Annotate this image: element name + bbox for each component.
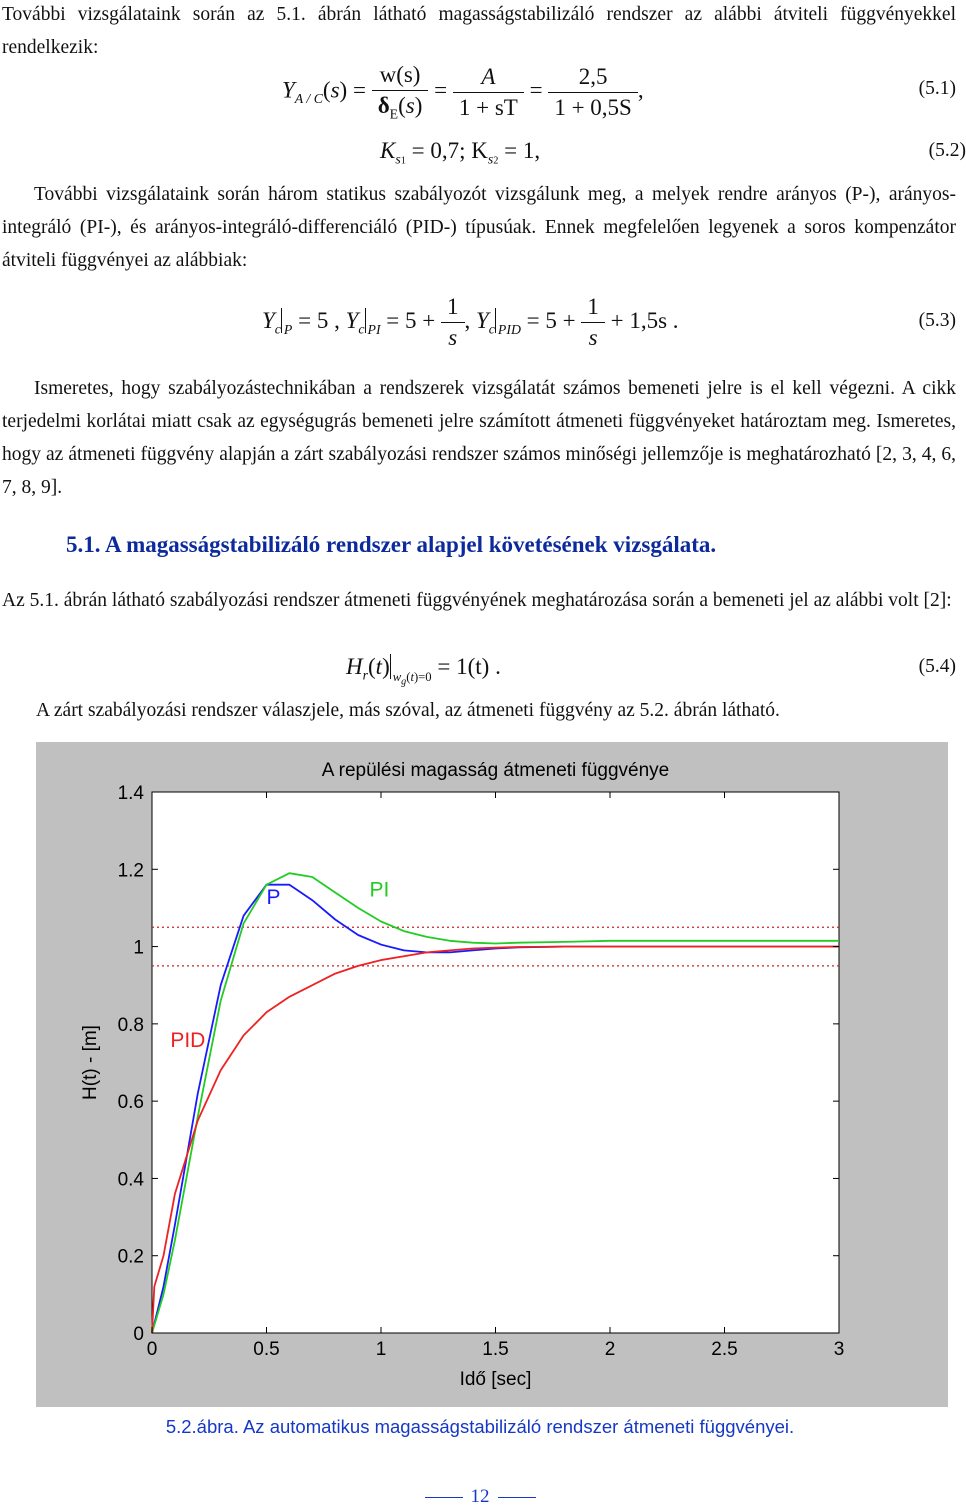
y-tick-label: 1.2 <box>117 860 144 882</box>
paragraph-1: További vizsgálataink során az 5.1. ábrán látható magasságstabilizáló rendszer az alábbi átviteli függvényekkel rendelkezik: <box>2 4 956 58</box>
eq3-pid-tail: + 1,5s . <box>610 307 679 333</box>
y-tick-label: 0.6 <box>117 1092 144 1114</box>
equation-5-3: $Y_c$ $_P$ = 5 , $Y_c$ $_{PI}$ = 5 + $\frac{1}{s}$ , $Y_c$ $_{PID}$ = 5 + $\frac{1}{s}$ + 1,5s . <box>262 294 679 350</box>
eq3-pi: = 5 + <box>386 307 436 333</box>
x-tick-label: 0.5 <box>253 1339 280 1360</box>
eq1-frac2-num: A <box>453 64 524 93</box>
page-number-dash-left <box>425 1497 463 1498</box>
chart-title: A repülési magasság átmeneti függvénye <box>321 760 670 781</box>
x-axis-label: Idő [sec] <box>459 1369 532 1390</box>
annotation-p: P <box>266 886 281 910</box>
y-tick-label: 0.4 <box>117 1169 144 1191</box>
figure-5-2 <box>36 742 948 1407</box>
eq-number-5-1: (5.1) <box>918 78 956 99</box>
eq1-frac2-den: 1 + sT <box>458 94 518 120</box>
eq2-mid: = 0,7; K <box>411 138 488 163</box>
x-tick-label: 1 <box>375 1339 387 1360</box>
eq3-p: = 5 , <box>298 307 340 333</box>
paragraph-4: Az 5.1. ábrán látható szabályozási rendszer átmeneti függvényének meghatározása során a bemeneti jel az alábbi volt [2]: <box>2 590 952 611</box>
y-tick-label: 0 <box>133 1324 144 1345</box>
equation-5-4: $H_r(t) _{w_g(t)=0} = 1(t)$ . <box>346 654 501 688</box>
y-tick-label: 0.8 <box>117 1014 144 1036</box>
equation-5-1: $Y_{A / C}(s)$ = $\frac{w(s)}{\delta_E(s)}$ = $\frac{A}{1 + sT}$ = $\frac{2,5}{1 + 0,5S}$ , <box>282 62 644 122</box>
eq-number-5-4: (5.4) <box>918 656 956 677</box>
eq1-frac3-den: 1 + 0,5S <box>554 94 632 120</box>
eq3-pid: = 5 + <box>526 307 576 333</box>
section-heading: 5.1. A magasságstabilizáló rendszer alapjel követésének vizsgálata. <box>66 532 717 557</box>
eq4-rhs: = 1(t) . <box>437 654 501 679</box>
eq1-frac1-den: δ <box>377 93 390 118</box>
y-tick-label: 1.4 <box>117 783 144 804</box>
page-number-dash-right <box>498 1497 536 1498</box>
x-tick-label: 2.5 <box>711 1339 738 1360</box>
eq1-frac3-num: 2,5 <box>548 64 638 93</box>
page-number-block <box>0 1486 960 1508</box>
y-axis-label: H(t) - [m] <box>80 1025 101 1100</box>
x-tick-label: 3 <box>833 1339 845 1360</box>
x-tick-label: 1.5 <box>482 1339 509 1360</box>
paragraph-2: További vizsgálataink során három statikus szabályozót vizsgálunk meg, a melyek rendre arányos (P-), arányos-integráló (PI-), és arányos-integráló-differenciáló (PID-) típusúak. Ennek megfelelően legyenek a soros kompenzátor átviteli függvényei az alábbiak: <box>2 184 956 271</box>
annotation-pid: PID <box>170 1029 206 1053</box>
eq-number-5-2: (5.2) <box>928 140 966 161</box>
eq1-frac1-num: w(s) <box>372 62 429 91</box>
plot-area <box>152 792 839 1333</box>
equation-5-2: $K_{s1} = 0,7$; $K_{s2} = 1$, <box>380 138 541 167</box>
annotation-pi: PI <box>369 878 390 902</box>
paragraph-5: A zárt szabályozási rendszer válaszjele, más szóval, az átmeneti függvény az 5.2. ábrán látható. <box>36 700 780 721</box>
x-tick-label: 0 <box>146 1339 158 1360</box>
page-number: 12 <box>470 1486 490 1507</box>
y-tick-label: 1 <box>133 937 144 959</box>
figure-caption: 5.2.ábra. Az automatikus magasságstabilizáló rendszer átmeneti függvényei. <box>165 1416 795 1437</box>
paragraph-3: Ismeretes, hogy szabályozástechnikában a rendszerek vizsgálatát számos bemeneti jelre is el kell végezni. A cikk terjedelmi korlátai miatt csak az egységugrás bemeneti jelre számított átmeneti függvényeket határoztam meg. Ismeretes, hogy az átmeneti függvény alapján a zárt szabályozási rendszer számos minőségi jellemzője is meghatározható [2, 3, 4, 6, 7, 8, 9]. <box>2 378 956 498</box>
eq2-end: = 1, <box>504 138 541 163</box>
eq-number-5-3: (5.3) <box>918 310 956 331</box>
y-tick-label: 0.2 <box>117 1246 144 1268</box>
x-tick-label: 2 <box>604 1339 616 1360</box>
transient-response-chart <box>36 742 948 1407</box>
